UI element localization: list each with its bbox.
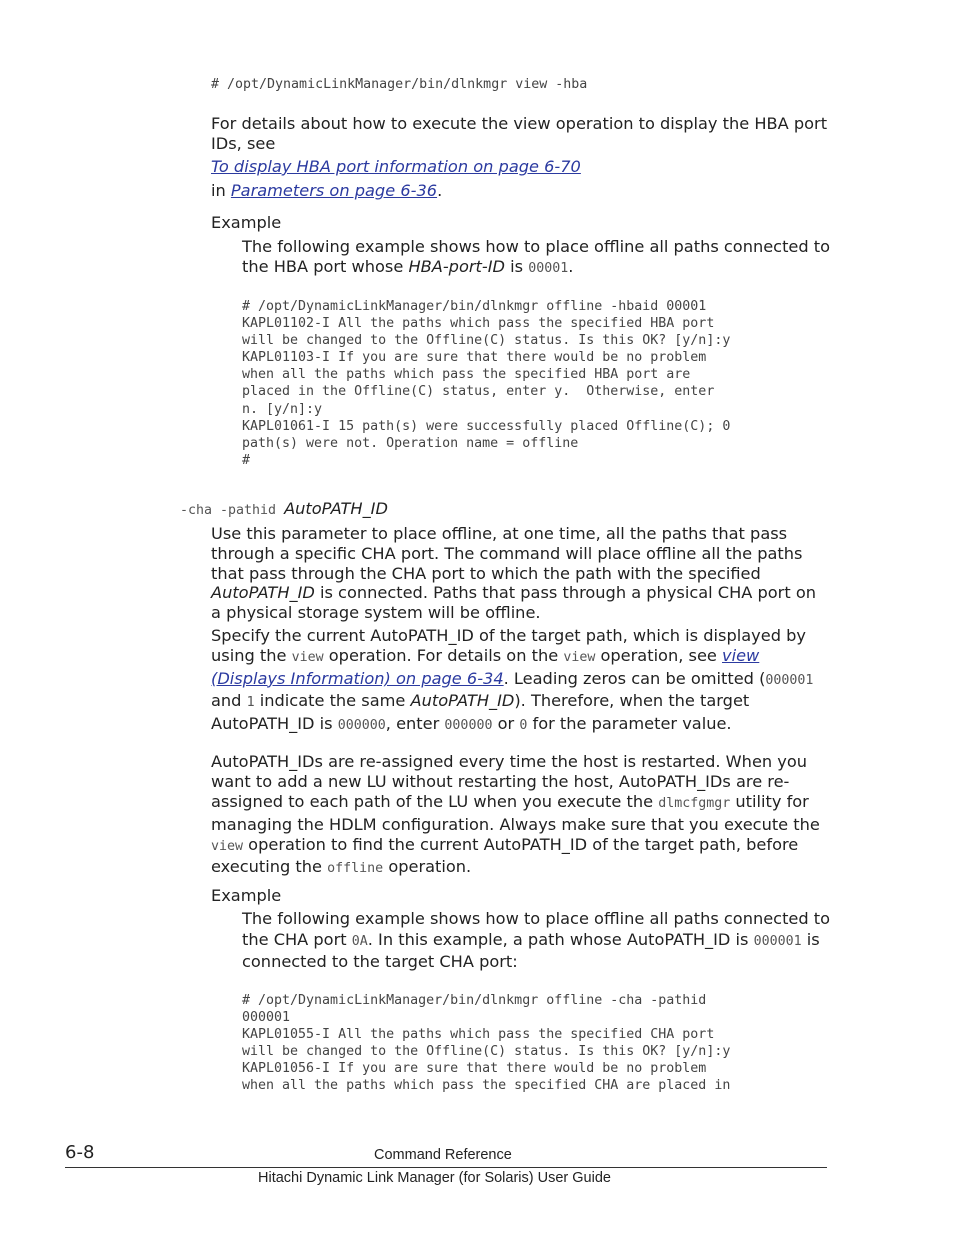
para-specify-autopath: Specify the current AutoPATH_ID of the target path, which is displayed by using the view operation. For details on the view operation, see view (Displays Information) on page 6-34. Leading zeros can be omitted (000001 and 1 indicate the same AutoPATH_ID). Therefore, when the target AutoPATH_ID is 000000, enter 000000 or 0 for the parameter value.: [211, 626, 814, 733]
example2-heading: Example: [211, 886, 282, 905]
example1-code-block: # /opt/DynamicLinkManager/bin/dlnkmgr offline -hbaid 00001 KAPL01102-I All the paths which pass the specified HBA port will be changed to the Offline(C) status. Is this OK? [y/n]:y KAPL01103-I If you are sure that there would be no problem when all the paths which pass the specified HBA port are placed in the Offline(C) status, enter y. Otherwise, enter n. [y/n]:y KAPL01061-I 15 path(s) were successfully placed Offline(C); 0 path(s) were not. Operation name = offline #: [242, 299, 731, 468]
footer-book-title: Hitachi Dynamic Link Manager (for Solaris) User Guide: [258, 1170, 611, 1186]
param-cha-pathid: -cha -pathid AutoPATH_ID: [180, 499, 388, 518]
hba-details-text: For details about how to execute the view operation to display the HBA port IDs, see: [211, 114, 828, 153]
example2-description: The following example shows how to place offline all paths connected to the CHA port 0A. In this example, a path whose AutoPATH_ID is 000001 is connected to the target CHA port:: [242, 909, 831, 971]
example1-description: The following example shows how to place offline all paths connected to the HBA port whose HBA-port-ID is 00001.: [242, 237, 831, 276]
link-parameters[interactable]: Parameters on page 6-36: [230, 181, 438, 200]
page-number: 6-8: [65, 1142, 95, 1163]
example1-heading: Example: [211, 213, 282, 232]
para-use-parameter: Use this parameter to place offline, at one time, all the paths that pass through a specific CHA port. The command will place offline all the paths that pass through the CHA port to which the path with the specified AutoPATH_ID is connected. Paths that pass through a physical CHA port on a physical storage system will be offline.: [211, 524, 816, 623]
para-autopath-reassigned: AutoPATH_IDs are re-assigned every time the host is restarted. When you want to add a new LU without restarting the host, AutoPATH_IDs are re-assigned to each path of the LU when you execute the dlmcfgmgr utility for managing the HDLM configuration. Always make sure that you execute the view operation to find the current AutoPATH_ID of the target path, before executing the offline operation.: [211, 752, 820, 877]
footer-divider: [65, 1167, 827, 1168]
link-view-displays-information[interactable]: view (Displays Information) on page 6-34: [211, 646, 760, 688]
link-hba-port-information[interactable]: To display HBA port information on page 6-70: [211, 157, 581, 176]
code-view-hba: # /opt/DynamicLinkManager/bin/dlnkmgr view -hba: [211, 77, 588, 92]
hba-details-link-line: [211, 157, 831, 177]
footer-section-title: Command Reference: [374, 1147, 512, 1163]
hba-details-in-line: in Parameters on page 6-36.: [211, 181, 443, 200]
example2-code-block: # /opt/DynamicLinkManager/bin/dlnkmgr offline -cha -pathid 000001 KAPL01055-I All the paths which pass the specified CHA port will be changed to the Offline(C) status. Is this OK? [y/n]:y KAPL01056-I If you are sure that there would be no problem when all the paths which pass the specified CHA are placed in: [242, 993, 731, 1094]
